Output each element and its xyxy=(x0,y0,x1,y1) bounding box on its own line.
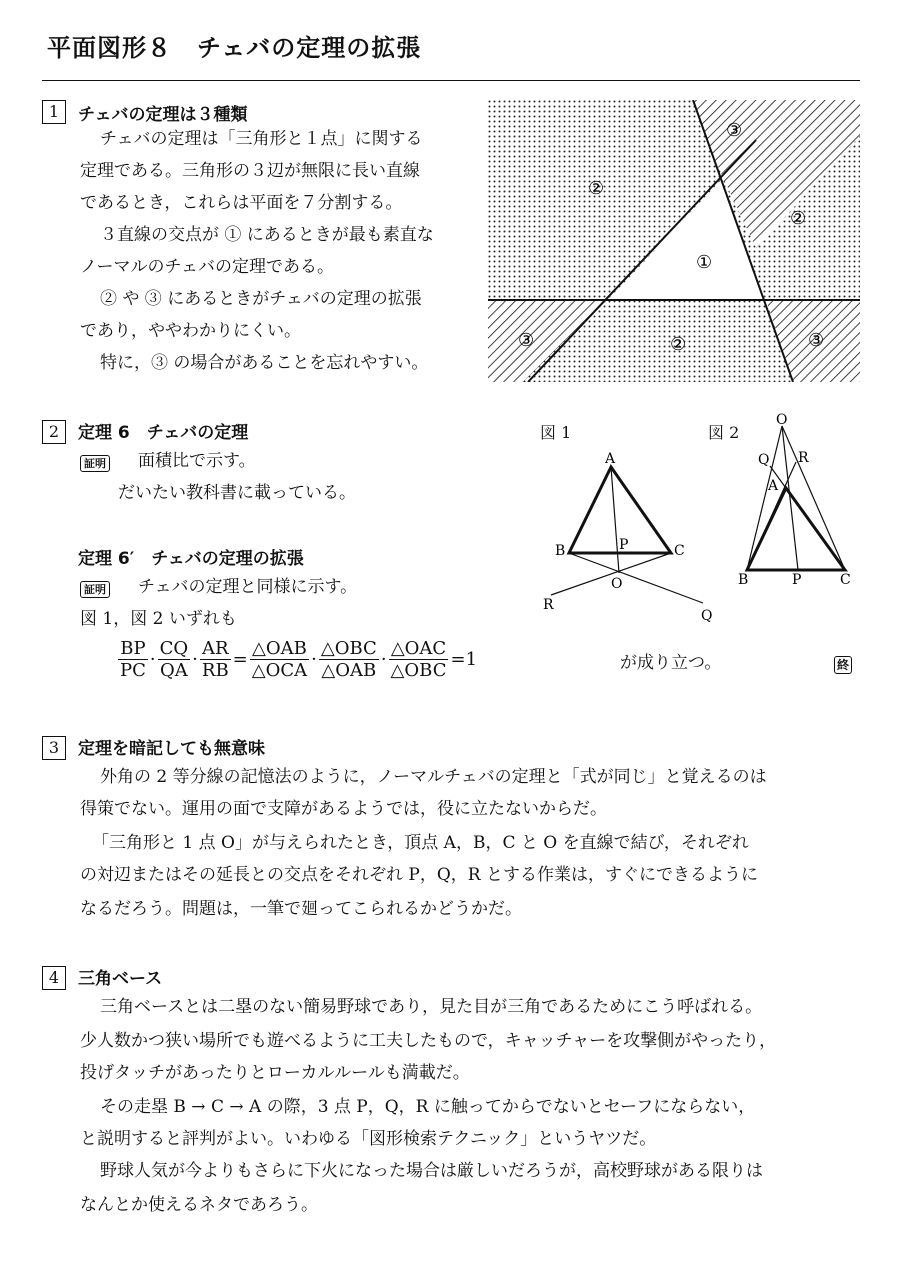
end-mark-label: 終 xyxy=(834,656,852,674)
fig2-label-R: R xyxy=(798,450,809,466)
s1-line-3: であるとき，これらは平面を７分割する。 xyxy=(80,193,403,213)
s1-line-2: 定理である。三角形の３辺が無限に長い直線 xyxy=(80,161,420,181)
s4-line-5: と説明すると評判がよい。いわゆる「図形検索テクニック」というヤツだ。 xyxy=(80,1129,657,1149)
region-label-2c: ② xyxy=(670,334,687,355)
s3-line-4: の対辺またはその延長との交点をそれぞれ P，Q，R とする作業は，すぐにできるように xyxy=(80,865,758,885)
section-2-heading-2: 定理 6′ チェバの定理の拡張 xyxy=(78,549,304,569)
proof-tag xyxy=(80,452,110,471)
fig2-line-OB xyxy=(747,426,782,570)
fig2-triangle xyxy=(747,488,845,570)
frac-cq-qa xyxy=(158,638,191,681)
page-title: 平面図形８ チェバの定理の拡張 xyxy=(47,34,422,62)
proof-text-3: チェバの定理と同様に示す。 xyxy=(138,577,358,597)
s1-line-8: 特に，③ の場合があることを忘れやすい。 xyxy=(100,353,429,373)
s4-line-6: 野球人気が今よりもさらに下火になった場合は厳しいだろうが，高校野球がある限りは xyxy=(100,1161,763,1181)
end-mark xyxy=(834,654,852,673)
frac-bp-pc xyxy=(118,638,148,681)
s4-line-1: 三角ベースとは二塁のない簡易野球であり，見た目が三角であるためにこう呼ばれる。 xyxy=(100,997,763,1017)
section-1-number: 1 xyxy=(42,100,66,124)
section-4-heading: 三角ベース xyxy=(78,969,163,989)
region-label-3c: ③ xyxy=(808,330,825,351)
s1-line-6: ② や ③ にあるときがチェバの定理の拡張 xyxy=(100,289,422,309)
frac-6-num: △OAC xyxy=(389,638,449,660)
frac-1-num: BP xyxy=(118,638,148,660)
frac-2-num: CQ xyxy=(159,638,189,659)
frac-ar-rb xyxy=(200,638,231,681)
section-2-heading: 定理 6 チェバの定理 xyxy=(78,423,249,443)
s4-line-2: 少人数かつ狭い場所でも遊べるように工夫したもので，キャッチャーを攻撃側がやったり， xyxy=(80,1031,777,1051)
dot-4: · xyxy=(380,649,387,670)
s4-line-3: 投げタッチがあったりとローカルルールも満載だ。 xyxy=(80,1063,470,1083)
dot-2: · xyxy=(192,649,198,670)
fig1-label-P: P xyxy=(619,537,629,553)
region-label-2a: ② xyxy=(588,178,605,199)
fig1-label: 図 1 xyxy=(540,423,572,442)
title-rule xyxy=(42,80,860,81)
formula-tail: が成り立つ。 xyxy=(620,653,722,673)
fig1-label-A: A xyxy=(605,451,616,467)
s1-line-7: であり，ややわかりにくい。 xyxy=(80,321,301,341)
equals: = xyxy=(232,649,248,670)
s4-line-4: その走塁 B → C → A の際，3 点 P，Q，R に触ってからでないとセーフにならない， xyxy=(100,1097,756,1117)
frac-1-den: PC xyxy=(120,660,146,681)
fig1-label-B: B xyxy=(555,543,566,559)
proof-text: 面積比で示す。 xyxy=(138,451,256,471)
s3-line-1: 外角の 2 等分線の記憶法のように，ノーマルチェバの定理と「式が同じ」と覚えるのは xyxy=(100,767,767,787)
s4-line-7: なんとか使えるネタであろう。 xyxy=(80,1195,318,1215)
dot-1: · xyxy=(149,649,156,670)
frac-oab-oca xyxy=(250,638,309,681)
region-label-3a: ③ xyxy=(726,120,743,141)
region-label-2b: ② xyxy=(790,208,807,229)
frac-6-den: △OBC xyxy=(390,660,447,681)
fig2-label-O: O xyxy=(776,412,788,428)
section-3-number: 3 xyxy=(42,736,66,760)
fig2-label-C: C xyxy=(840,572,851,588)
fig2-line-CQ xyxy=(770,466,845,570)
formula-rhs: =1 xyxy=(450,649,478,670)
region-label-3b: ③ xyxy=(518,330,535,351)
fig1-line-BQ xyxy=(569,553,703,603)
section-2-number: 2 xyxy=(42,420,66,444)
ceva-formula xyxy=(118,638,479,681)
frac-3-den: RB xyxy=(201,660,229,681)
figure-2 xyxy=(730,412,860,592)
frac-4-num: △OAB xyxy=(250,638,309,660)
proof-tag-label: 証明 xyxy=(80,455,110,472)
proof-tag-2-label: 証明 xyxy=(80,581,110,598)
fig2-label-Q: Q xyxy=(758,452,770,468)
s3-line-2: 得策でない。運用の面で支障があるようでは，役に立たないからだ。 xyxy=(80,799,607,819)
fig2-label-A: A xyxy=(768,478,779,494)
section-1-heading: チェバの定理は３種類 xyxy=(78,105,248,125)
dot-3: · xyxy=(311,649,317,670)
fig1-label-Q: Q xyxy=(701,608,713,624)
s3-line-5: なるだろう。問題は，一筆で廻ってこられるかどうかだ。 xyxy=(80,899,522,919)
proof-text-2: だいたい教科書に載っている。 xyxy=(118,483,356,503)
section-4-number: 4 xyxy=(42,966,66,990)
frac-oac-obc xyxy=(389,638,449,681)
fig1-label-R: R xyxy=(543,597,554,613)
fig1-label-O: O xyxy=(611,576,623,592)
fig2-label-P: P xyxy=(792,572,802,588)
frac-3-num: AR xyxy=(200,638,231,660)
frac-5-den: △OAB xyxy=(321,660,377,681)
s1-line-1: チェバの定理は「三角形と１点」に関する xyxy=(100,129,423,149)
frac-5-num: △OBC xyxy=(320,638,377,659)
fig1-line-AO xyxy=(611,467,619,573)
both-text: 図 1，図 2 いずれも xyxy=(80,609,237,629)
s3-line-3: 「三角形と 1 点 O」が与えられたとき，頂点 A，B，C と O を直線で結び，それぞれ xyxy=(92,833,749,853)
section-3-heading: 定理を暗記しても無意味 xyxy=(78,739,265,759)
s1-line-5: ノーマルのチェバの定理である。 xyxy=(80,257,334,277)
plane-regions-figure xyxy=(488,100,860,382)
fig2-label: 図 2 xyxy=(708,423,740,442)
frac-obc-oab xyxy=(319,638,379,681)
fig1-label-C: C xyxy=(674,543,685,559)
s1-line-4: ３直線の交点が ① にあるときが最も素直な xyxy=(100,225,434,245)
frac-4-den: △OCA xyxy=(251,660,308,681)
proof-tag-2 xyxy=(80,578,110,597)
fig2-label-B: B xyxy=(738,572,749,588)
frac-2-den: QA xyxy=(160,660,188,681)
region-label-1: ① xyxy=(696,252,713,273)
fig2-line-OP xyxy=(782,426,798,570)
figure-1 xyxy=(535,445,725,625)
